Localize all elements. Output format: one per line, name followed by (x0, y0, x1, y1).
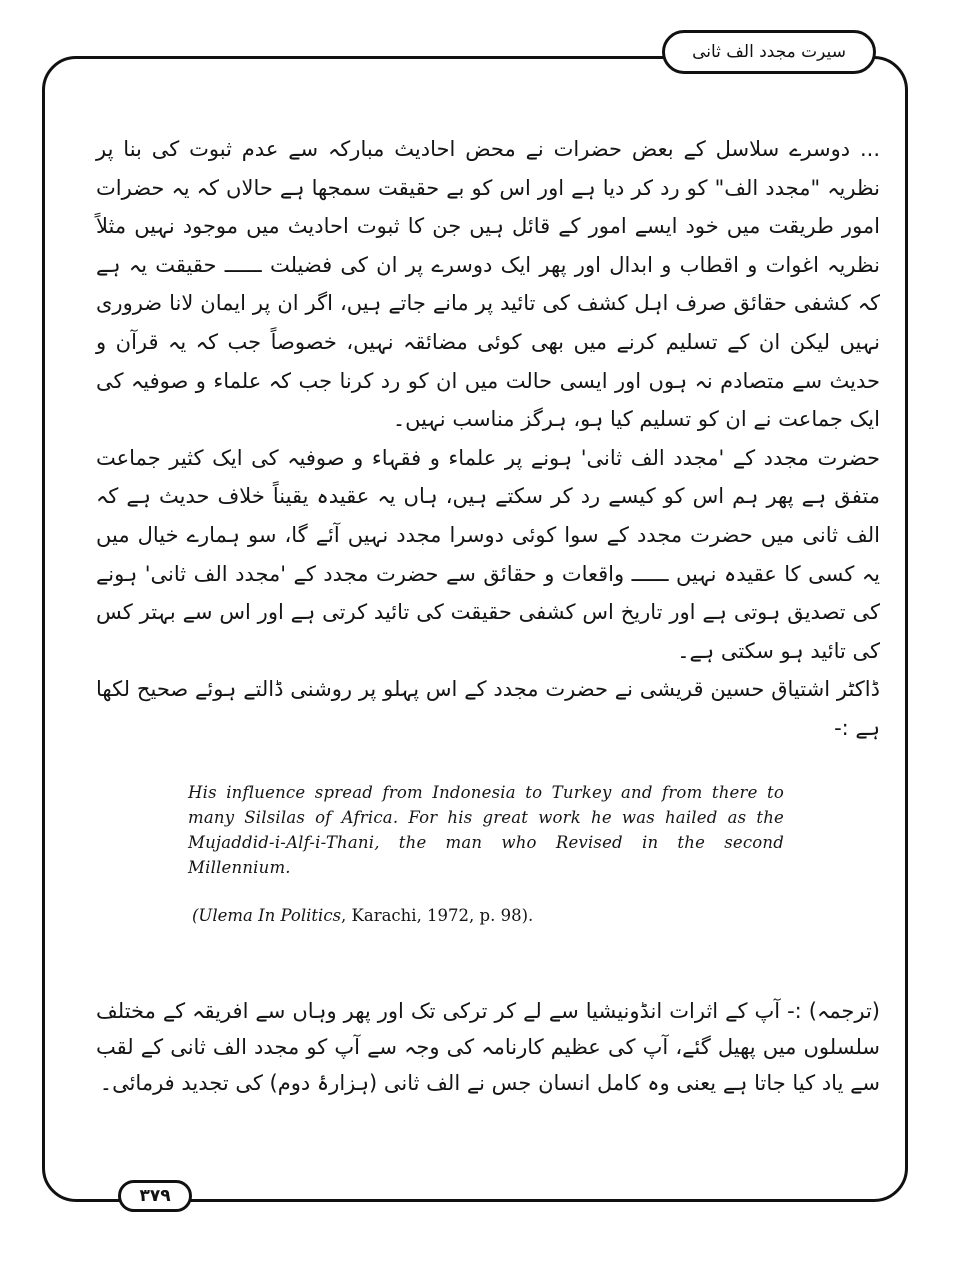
urdu-translation (96, 993, 880, 1101)
citation-title: (Ulema In Politics (192, 906, 342, 925)
quotation-text: His influence spread from Indonesia to Turkey and from there to many Silsilas of Africa. For his great work he was hailed as the Mujaddid-i-Alf-i-Thani, the man who Revised in the second Millennium. (188, 783, 784, 877)
citation-details: , Karachi, 1972, p. 98). (341, 906, 534, 925)
english-quotation (188, 780, 784, 880)
header-title: سیرت مجدد الف ثانی (692, 42, 846, 62)
urdu-main-text (96, 130, 880, 748)
urdu-paragraph-3: ڈاکٹر اشتیاق حسین قریشی نے حضرت مجدد کے اس پہلو پر روشنی ڈالتے ہوئے صحیح لکھا ہے :- (96, 677, 880, 740)
quotation-citation (192, 906, 792, 925)
page-number-badge (118, 1180, 192, 1212)
running-header (662, 30, 876, 74)
page-number: ۳۷۹ (139, 1186, 171, 1206)
urdu-paragraph-1: ... دوسرے سلاسل کے بعض حضرات نے محض احادیث مبارکہ سے عدم ثبوت کی بنا پر نظریہ "مجدد الف" کو رد کر دیا ہے اور اس کو بے حقیقت سمجھا ہے حالاں کہ یہ حضرات امور طریقت میں خود ایسے امور کے قائل ہیں جن کا ثبوت احادیث میں موجود نہیں مثلاً نظریہ اغوات و اقطاب و ابدال اور پھر ایک دوسرے پر ان کی فضیلت ــــــ حقیقت یہ ہے کہ کشفی حقائق صرف اہل کشف کی تائید پر مانے جاتے ہیں، اگر ان پر ایمان لانا ضروری نہیں لیکن ان کے تسلیم کرنے میں بھی کوئی مضائقہ نہیں، خصوصاً جب کہ یہ قرآن و حدیث سے متصادم نہ ہوں اور ایسی حالت میں ان کو رد کرنا جب کہ علماء و صوفیہ کی ایک جماعت نے ان کو تسلیم کیا ہو، ہرگز مناسب نہیں۔ (96, 137, 880, 432)
translation-text: (ترجمہ) :- آپ کے اثرات انڈونیشیا سے لے کر ترکی تک اور پھر وہاں سے افریقہ کے مختلف سلسلوں میں پھیل گئے، آپ کی عظیم کارنامہ کی وجہ سے آپ کو مجدد الف ثانی کے لقب سے یاد کیا جاتا ہے یعنی وہ کامل انسان جس نے الف ثانی (ہزارۂ دوم) کی تجدید فرمائی۔ (96, 999, 880, 1095)
urdu-paragraph-2: حضرت مجدد کے 'مجدد الف ثانی' ہونے پر علماء و فقہاء و صوفیہ کی ایک کثیر جماعت متفق ہے پھر ہم اس کو کیسے رد کر سکتے ہیں، ہاں یہ عقیدہ یقیناً خلاف حدیث ہے کہ الف ثانی میں حضرت مجدد کے سوا کوئی دوسرا مجدد نہیں آئے گا، سو ہمارے خیال میں یہ کسی کا عقیدہ نہیں ــــــ واقعات و حقائق سے حضرت مجدد کے 'مجدد الف ثانی' ہونے کی تصدیق ہوتی ہے اور تاریخ اس کشفی حقیقت کی تائید کرتی ہے اور اس سے بہتر کس کی تائید ہو سکتی ہے۔ (96, 445, 880, 663)
